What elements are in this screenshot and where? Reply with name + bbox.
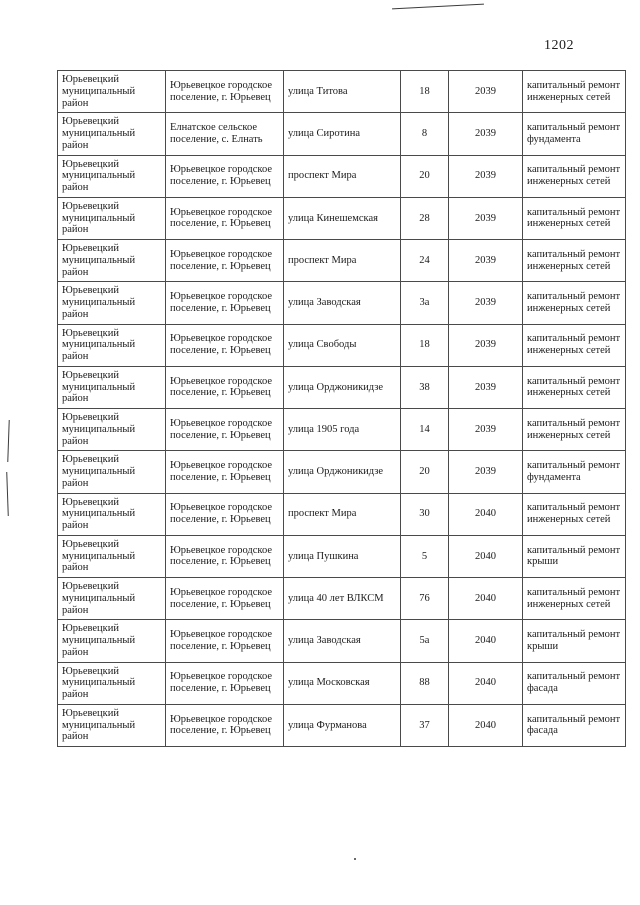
cell-house-number: 5а — [401, 620, 449, 662]
table-row — [58, 662, 626, 704]
table-row — [58, 493, 626, 535]
cell-house-number: 20 — [401, 451, 449, 493]
cell-settlement: Юрьевецкое городское поселение, г. Юрьевец — [166, 240, 284, 282]
cell-street: улица Титова — [284, 71, 401, 113]
table-row — [58, 155, 626, 197]
cell-house-number: 5 — [401, 535, 449, 577]
cell-street: улица Пушкина — [284, 535, 401, 577]
cell-house-number: 28 — [401, 197, 449, 239]
cell-work-type: капитальный ремонт фундамента — [523, 113, 626, 155]
table-row — [58, 197, 626, 239]
cell-street: улица Свободы — [284, 324, 401, 366]
cell-house-number: 38 — [401, 366, 449, 408]
cell-year: 2040 — [449, 493, 523, 535]
cell-year: 2039 — [449, 324, 523, 366]
cell-settlement: Елнатское сельское поселение, с. Елнать — [166, 113, 284, 155]
cell-year: 2039 — [449, 282, 523, 324]
cell-year: 2040 — [449, 620, 523, 662]
scan-artifact-mark — [7, 420, 9, 462]
cell-district: Юрьевецкий муниципальный район — [58, 451, 166, 493]
cell-house-number: 37 — [401, 704, 449, 746]
table-row — [58, 240, 626, 282]
cell-house-number: 30 — [401, 493, 449, 535]
cell-settlement: Юрьевецкое городское поселение, г. Юрьевец — [166, 662, 284, 704]
cell-district: Юрьевецкий муниципальный район — [58, 493, 166, 535]
cell-settlement: Юрьевецкое городское поселение, г. Юрьевец — [166, 493, 284, 535]
cell-street: улица Орджоникидзе — [284, 451, 401, 493]
cell-settlement: Юрьевецкое городское поселение, г. Юрьевец — [166, 71, 284, 113]
cell-year: 2039 — [449, 451, 523, 493]
cell-district: Юрьевецкий муниципальный район — [58, 620, 166, 662]
cell-settlement: Юрьевецкое городское поселение, г. Юрьевец — [166, 155, 284, 197]
table-row — [58, 282, 626, 324]
cell-district: Юрьевецкий муниципальный район — [58, 197, 166, 239]
cell-work-type: капитальный ремонт инженерных сетей — [523, 197, 626, 239]
cell-settlement: Юрьевецкое городское поселение, г. Юрьевец — [166, 324, 284, 366]
cell-house-number: 8 — [401, 113, 449, 155]
cell-settlement: Юрьевецкое городское поселение, г. Юрьевец — [166, 704, 284, 746]
cell-district: Юрьевецкий муниципальный район — [58, 282, 166, 324]
cell-street: улица Заводская — [284, 620, 401, 662]
table-row — [58, 113, 626, 155]
cell-work-type: капитальный ремонт инженерных сетей — [523, 366, 626, 408]
cell-street: улица Сиротина — [284, 113, 401, 155]
cell-street: проспект Мира — [284, 493, 401, 535]
cell-year: 2039 — [449, 409, 523, 451]
cell-work-type: капитальный ремонт крыши — [523, 620, 626, 662]
scan-artifact-dot — [354, 858, 356, 860]
cell-work-type: капитальный ремонт инженерных сетей — [523, 493, 626, 535]
cell-settlement: Юрьевецкое городское поселение, г. Юрьевец — [166, 409, 284, 451]
table-row — [58, 451, 626, 493]
cell-year: 2039 — [449, 113, 523, 155]
cell-settlement: Юрьевецкое городское поселение, г. Юрьевец — [166, 282, 284, 324]
cell-house-number: 18 — [401, 324, 449, 366]
cell-year: 2039 — [449, 155, 523, 197]
cell-year: 2039 — [449, 197, 523, 239]
table-row — [58, 704, 626, 746]
table-row — [58, 366, 626, 408]
scan-artifact-mark — [6, 472, 9, 516]
page-number: 1202 — [544, 38, 574, 53]
cell-street: улица Заводская — [284, 282, 401, 324]
cell-year: 2039 — [449, 71, 523, 113]
cell-work-type: капитальный ремонт инженерных сетей — [523, 578, 626, 620]
cell-work-type: капитальный ремонт фасада — [523, 662, 626, 704]
cell-street: улица Московская — [284, 662, 401, 704]
cell-district: Юрьевецкий муниципальный район — [58, 155, 166, 197]
cell-house-number: 14 — [401, 409, 449, 451]
cell-street: улица Фурманова — [284, 704, 401, 746]
table-row — [58, 578, 626, 620]
scan-artifact-line — [392, 4, 484, 10]
table-row — [58, 324, 626, 366]
repair-schedule-table-body — [58, 71, 626, 747]
cell-district: Юрьевецкий муниципальный район — [58, 662, 166, 704]
table-row — [58, 71, 626, 113]
cell-house-number: 24 — [401, 240, 449, 282]
cell-district: Юрьевецкий муниципальный район — [58, 704, 166, 746]
cell-street: улица Кинешемская — [284, 197, 401, 239]
cell-work-type: капитальный ремонт инженерных сетей — [523, 155, 626, 197]
cell-work-type: капитальный ремонт инженерных сетей — [523, 240, 626, 282]
cell-work-type: капитальный ремонт крыши — [523, 535, 626, 577]
cell-year: 2040 — [449, 704, 523, 746]
cell-house-number: 88 — [401, 662, 449, 704]
cell-year: 2040 — [449, 578, 523, 620]
cell-house-number: 76 — [401, 578, 449, 620]
cell-year: 2039 — [449, 366, 523, 408]
cell-street: улица 1905 года — [284, 409, 401, 451]
cell-street: проспект Мира — [284, 155, 401, 197]
cell-district: Юрьевецкий муниципальный район — [58, 71, 166, 113]
cell-work-type: капитальный ремонт инженерных сетей — [523, 324, 626, 366]
cell-house-number: 20 — [401, 155, 449, 197]
cell-work-type: капитальный ремонт инженерных сетей — [523, 71, 626, 113]
cell-district: Юрьевецкий муниципальный район — [58, 409, 166, 451]
table-row — [58, 535, 626, 577]
cell-district: Юрьевецкий муниципальный район — [58, 366, 166, 408]
cell-district: Юрьевецкий муниципальный район — [58, 578, 166, 620]
cell-settlement: Юрьевецкое городское поселение, г. Юрьевец — [166, 366, 284, 408]
table-row — [58, 409, 626, 451]
cell-settlement: Юрьевецкое городское поселение, г. Юрьевец — [166, 451, 284, 493]
cell-settlement: Юрьевецкое городское поселение, г. Юрьевец — [166, 197, 284, 239]
cell-year: 2039 — [449, 240, 523, 282]
cell-district: Юрьевецкий муниципальный район — [58, 113, 166, 155]
cell-district: Юрьевецкий муниципальный район — [58, 240, 166, 282]
cell-work-type: капитальный ремонт инженерных сетей — [523, 409, 626, 451]
cell-year: 2040 — [449, 662, 523, 704]
cell-work-type: капитальный ремонт инженерных сетей — [523, 282, 626, 324]
cell-street: улица Орджоникидзе — [284, 366, 401, 408]
repair-schedule-table — [57, 70, 626, 747]
cell-house-number: 18 — [401, 71, 449, 113]
cell-house-number: 3а — [401, 282, 449, 324]
cell-work-type: капитальный ремонт фасада — [523, 704, 626, 746]
cell-settlement: Юрьевецкое городское поселение, г. Юрьевец — [166, 620, 284, 662]
cell-work-type: капитальный ремонт фундамента — [523, 451, 626, 493]
table-row — [58, 620, 626, 662]
cell-street: проспект Мира — [284, 240, 401, 282]
cell-street: улица 40 лет ВЛКСМ — [284, 578, 401, 620]
cell-district: Юрьевецкий муниципальный район — [58, 324, 166, 366]
cell-settlement: Юрьевецкое городское поселение, г. Юрьевец — [166, 578, 284, 620]
cell-year: 2040 — [449, 535, 523, 577]
cell-settlement: Юрьевецкое городское поселение, г. Юрьевец — [166, 535, 284, 577]
cell-district: Юрьевецкий муниципальный район — [58, 535, 166, 577]
